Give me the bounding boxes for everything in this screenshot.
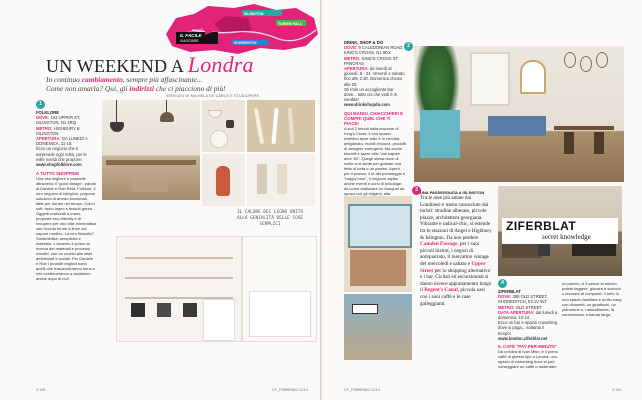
walk-column: [420, 190, 492, 307]
drink-column: [344, 40, 406, 216]
walk-text: Tra le aree più amate dai Londinesi e meno conosciute dai turisti: stradine alberate, piccole piazze, architettura georgiana. Vibrante e radical-chic, si estende tra le stazioni di Angel e Highbury & Islington. Da non perdere: [420, 195, 492, 241]
subtitle-part: Come non amarla? Qui, gli: [46, 84, 130, 93]
folklore-dove: [36, 115, 96, 125]
photo-spoons: [247, 100, 315, 152]
racket: [564, 52, 576, 68]
walk-highlight: Upper Street: [420, 260, 486, 274]
market-stall: [350, 250, 406, 286]
shopping-body: Una vita migliore è possibile attraverso il "good design", parola di Daniele e Rob Reid. Folklore, il loro negozio di Islington, propone soluzioni di arredo funzionali, fatte per durare nel tempo. Colori soft, tanto legno e tessuti grezzi. Oggetti realizzati a mano, proposte eco-friendly e di recupero per uno stile minimalista che ricorda forme a linee dal sapore nordico. La loro filosofia? Sostenibilità, semplicità e maestria. L'accento è posto su ricerca dei materiali e processi creativi, con un occhio alle sfide ambientali e sociali. Per Daniele e Rob i prodotti migliori sono quelli che trascenderanno bene e che continueranno a assisterci... anche dopo di noi!: [36, 176, 96, 282]
qui-text: A soli 2 minuti dalla stazione di King's Cross, il uno spazio eclettico dove tutto è in vendita: artigianato, mobili d'epoca, prodotti di designer emergenti. Ma anche biscotti e tazze stile "dal sapore anni '50". Quegli stessi dove di solito ci si siede per gustare una fetta di torta o un panino. Aperti per il pranzo, il tè del pomeriggio e "happy hour", il negozio ospita anche eventi e corsi di bricolage: da come realizzare un bouquet da sposa con gli origami, alla: [344, 126, 406, 197]
ziferblat-name: ZIFERBLAT: [498, 289, 521, 294]
photo-shelves: [116, 236, 242, 342]
walk-text: , piccola oasi con i suoi caffè e le case galleggianti.: [420, 287, 485, 307]
photo-islington-street: [344, 294, 412, 360]
drink-site-link[interactable]: www.drinkshopdo.com: [344, 102, 390, 108]
folklore-intro: Ecco un negozio che ti sorprende ogni volta, per le mille novità che propone.: [36, 146, 87, 162]
walk-body: [420, 195, 492, 307]
label-dove: DOVE:: [344, 45, 358, 51]
ziff-site-link[interactable]: www.london.ziferblat.net: [498, 335, 548, 341]
walk-highlight: Regent's Canal: [424, 287, 458, 294]
value-apertura: DA LUNEDÌ A DOMENICA, 11-18.: [36, 136, 88, 147]
racket: [596, 52, 608, 68]
london-map: [156, 4, 320, 54]
spoon: [288, 108, 295, 144]
number-badge-2: 2: [404, 42, 413, 51]
footer-magazine: CF_FEBBRAIO 2014: [272, 388, 308, 392]
bowl: [208, 110, 222, 118]
ziff-apertura: [498, 310, 558, 320]
photo-wall-items: [247, 154, 315, 206]
chair: [594, 132, 604, 154]
subtitle-part: che ci piacciono di più!: [154, 84, 226, 93]
bag: [157, 303, 171, 317]
stools: [132, 170, 168, 192]
footer-magazine: CF_FEBBRAIO 2014: [344, 388, 380, 392]
ziferblat-subtitle: secret knowledge: [542, 233, 591, 241]
photo-caption: IL CALORE DEL LEGNO UNITO ALLA GENIALITÀ DELLE COSE SEMPLICI: [236, 210, 304, 227]
ziferblat-title: ZIFERBLAT: [506, 219, 577, 233]
map-label-islington: ISLINGTON: [244, 12, 264, 16]
chair: [564, 132, 574, 154]
counter: [203, 299, 235, 341]
drink-title: DRINK, SHOP & DO: [344, 40, 384, 45]
badge-title: IL FACILE: [180, 33, 202, 38]
street-sign: [352, 304, 378, 314]
shelf: [125, 277, 233, 279]
folklore-site-link[interactable]: www.shopfolklore.com: [36, 162, 82, 168]
photo-shelves-right: [242, 236, 317, 342]
mirror: [520, 60, 546, 94]
shopping-heading: A TUTTO SHOPPING: [36, 171, 80, 177]
byline: SERVIZIO DI MICHELA DE CARLO E STUDIOPEPE: [166, 94, 260, 98]
table: [554, 126, 614, 130]
photo-shop-interior: [102, 100, 200, 200]
plate: [210, 130, 228, 148]
folklore-apertura: [36, 136, 96, 146]
label-dove: DOVE:: [498, 294, 512, 300]
footer-page-number: 3.108: [36, 388, 46, 392]
value-dove: 193 UPPER ST, ISLINGTON, N1 1RQ: [36, 115, 81, 126]
badge-flag-icon: [205, 29, 213, 35]
cabinet: [420, 110, 460, 158]
badge-sub: VIAGGIARE: [180, 38, 199, 43]
cafe-body: Da un'idea di Ivan Mitin, è il primo caffè di questo tipo a Londra: uno spazio di coworking dove si può sorseggiare un caffè o addentare: [498, 349, 558, 370]
value-metro: HIGHBURY & ISLINGTON: [36, 125, 80, 136]
label-metro: METRO:: [498, 304, 515, 310]
subtitle-highlight: cambiamento: [81, 75, 123, 84]
label-metro: METRO:: [36, 125, 53, 131]
walk-title: UNA PASSEGGIATA A ISLINGTON: [420, 190, 485, 195]
shop-front: [348, 204, 412, 248]
ziff-intro: Ecco un bar e spazio coworking dove si paga... soltanto il tempo!: [498, 320, 558, 336]
title-prefix: UN WEEKEND A: [46, 56, 184, 76]
walk-text: , per i suoi piccoli bistrot, i negozi di antiquariato, il mercatino vintage del mercoledì e sabato e: [420, 241, 489, 267]
number-badge-4: 4: [498, 279, 507, 288]
walk-text: per lo shopping alternativo e i bar. Ciclisti ed escursionisti si danno invece appuntamento lungo il: [420, 267, 492, 294]
subtitle-highlight: indirizzi: [129, 84, 155, 93]
bag: [183, 303, 197, 317]
folklore-column: [36, 110, 96, 281]
ziferblat-column-2: [562, 281, 624, 317]
footer-page-number: 3.109: [612, 388, 622, 392]
label-dove: DOVE:: [36, 115, 50, 121]
subtitle-part: In continuo: [46, 75, 82, 84]
counter: [249, 291, 311, 337]
sideboard: [488, 116, 546, 136]
label-apertura: APERTURA:: [36, 136, 61, 142]
number-badge-1: 1: [36, 100, 45, 109]
window: [470, 52, 510, 106]
label-apertura: APERTURA:: [344, 66, 369, 72]
title-city: Londra: [187, 52, 254, 77]
drink-dove: [344, 45, 406, 55]
bag: [131, 303, 145, 317]
drink-intro: Gli Irnik un accogliente bar dove... tutto ciò che vedi è in vendita!: [344, 86, 398, 103]
drink-apertura: [344, 66, 406, 87]
right-page: [322, 0, 642, 400]
folklore-metro: [36, 126, 96, 136]
value-apertura: dal lunedì a domenica, 10-24.: [498, 309, 558, 321]
photo-drink-shop-do: [414, 46, 624, 182]
ziferblat-column: [498, 289, 558, 369]
drink-metro: [344, 56, 406, 66]
number-badge-3: 3: [412, 186, 421, 195]
value-dove: 388 OLD STREET, SHOREDITCH, EC1V 9LT: [498, 294, 548, 305]
photo-islington-market: [344, 196, 412, 292]
cup: [226, 120, 234, 128]
racket: [580, 56, 592, 72]
value-metro: KING'S CROSS ST. PANCRAS: [344, 55, 399, 66]
walk-highlight: Camden Passage: [420, 241, 458, 248]
vase: [216, 166, 230, 196]
wood-table: [106, 160, 196, 165]
ziff-dove: [498, 294, 558, 304]
wall-hook-item: [277, 164, 287, 194]
value-apertura: da lunedì al giovedì, 9 - 24. Venerdì e sabato fino alle 2.30. Domenica chiuso alle 20.: [344, 66, 405, 87]
folklore-title: FOLKLORE: [36, 110, 60, 115]
value-metro: OLD STREET: [515, 304, 542, 310]
label-metro: METRO:: [344, 55, 361, 61]
wall-hook-item: [257, 164, 267, 194]
photo-ceramics: [202, 100, 245, 152]
cafe-heading: IL CAFÈ "PAY-PER-MINUTE": [498, 344, 558, 350]
pendant-lamp: [116, 100, 117, 124]
cafe-body-continued: un panino. A 3 pence al minuto, potete leggere, giocare a scacchi o lavorare al computer. Il tutto in uno spazio familiare e molto easy, con divanetti, un giradischi, un pianoforte e, naturalmente, la connessione a banda larga.: [562, 281, 623, 318]
map-label-shoreditch: SHOREDITCH: [234, 41, 257, 45]
qui-heading: QUI MANGI, CHIACCHIERI E COMPRI QUEL CHE TI PIACE!: [344, 110, 404, 127]
value-dove: 9 CALEDONIAN ROAD, KING'S CROSS, N1 9DX: [344, 45, 404, 56]
ziferblat-title-banner: [502, 218, 618, 244]
pendant-lamp-shade: [160, 112, 174, 122]
shelf: [125, 257, 233, 259]
left-page: [0, 0, 320, 400]
rackets-wall: [564, 52, 612, 86]
map-label-tower-hall: TOWER HALL: [278, 22, 302, 26]
subtitle: [46, 75, 296, 93]
spoon: [271, 108, 278, 144]
label-apertura: DATA APERTURA:: [498, 309, 535, 315]
pendant-lamp-shade: [110, 122, 124, 132]
spoon: [254, 108, 264, 144]
subtitle-part: , sempre più affascinante...: [122, 75, 203, 84]
photo-pottery: [202, 154, 245, 206]
